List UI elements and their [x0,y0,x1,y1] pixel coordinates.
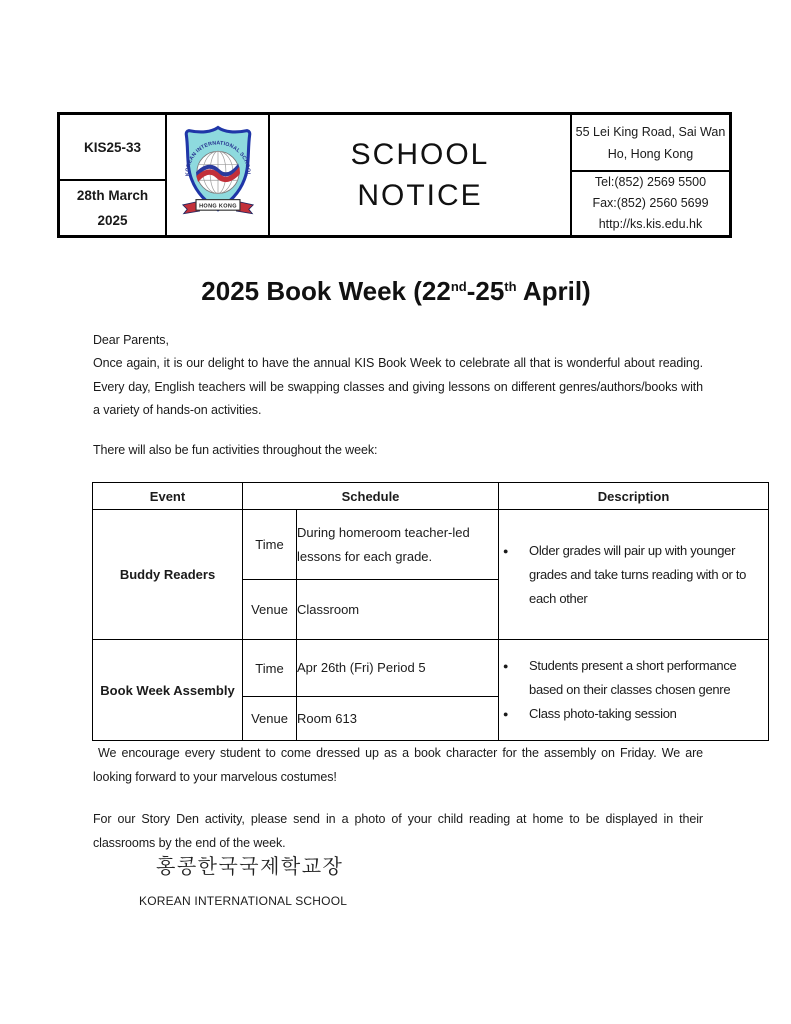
school-notice-heading-line2: NOTICE [357,179,483,212]
page-title [93,276,699,307]
page-title-part1: 2025 Book Week (22 [201,276,451,306]
event-name-book-week-assembly: Book Week Assembly [93,640,243,741]
school-address-line2: Ho, Hong Kong [607,146,694,161]
crest-arc-text: KOREAN INTERNATIONAL SCHOOL [184,140,251,177]
school-fax: Fax:(852) 2560 5699 [592,196,709,210]
column-header-schedule: Schedule [243,483,499,510]
time-value: During homeroom teacher-led lessons for each grade. [297,510,499,580]
notice-date [60,181,165,235]
page-title-part2: -25 [466,276,505,306]
bullet-text: Class photo-taking session [529,706,677,721]
activities-table-header-row [93,483,769,510]
activities-table [92,482,769,741]
description-bullet [499,654,768,702]
table-row-assembly-time [93,640,769,697]
event-name-buddy-readers: Buddy Readers [93,510,243,640]
letterhead-contact-column [572,115,729,235]
description-buddy-readers [499,510,769,640]
school-crest-logo [174,124,262,226]
story-den-paragraph: For our Story Den activity, please send in a photo of your child reading at home to be displayed in their classrooms by the end of the week. [93,812,703,850]
notice-date-line1: 28th March [76,188,149,203]
signature-korean: 홍콩한국국제학교장 [156,856,344,878]
page-title-superscript-th: th [504,279,517,294]
bullet-text: Students present a short performance based on their classes chosen genre [529,658,737,697]
description-bullet [499,702,768,726]
signature-english: KOREAN INTERNATIONAL SCHOOL [139,894,348,908]
venue-label: Venue [243,697,297,741]
bullet-icon: ● [503,709,509,719]
page-title-part3: April) [516,276,591,306]
letterhead-table [57,112,732,238]
time-value: Apr 26th (Fri) Period 5 [297,640,499,697]
bullet-icon: ● [503,545,509,556]
crest-banner [182,200,252,214]
notice-ref-code: KIS25-33 [60,115,165,181]
bullet-icon: ● [503,661,509,671]
school-notice-heading-line1: SCHOOL [350,138,490,171]
school-tel: Tel:(852) 2569 5500 [594,175,707,189]
letterhead-ref-column [60,115,167,235]
column-header-event: Event [93,483,243,510]
school-website: http://ks.kis.edu.hk [598,217,703,231]
bullet-text: Older grades will pair up with younger grades and take turns reading with or to each other [529,542,747,606]
letterhead-logo-cell [167,115,270,235]
notice-date-line2: 2025 [97,213,128,228]
time-label: Time [243,640,297,697]
crest-banner-text: HONG KONG [198,203,237,210]
intro-paragraph: Once again, it is our delight to have the annual KIS Book Week to celebrate all that is wonderful about reading. Every day, English teachers will be swapping classes and giving lessons on different genres/authors/books with a variety of hands-on activities. [93,356,703,417]
school-address [572,115,729,172]
school-notice-heading [270,115,572,235]
column-header-description: Description [499,483,769,510]
description-book-week-assembly [499,640,769,741]
activities-lead-line: There will also be fun activities throughout the week: [93,443,378,457]
description-bullet [499,539,768,611]
greeting: Dear Parents, [93,333,169,347]
page-title-superscript-nd: nd [450,279,467,294]
venue-value: Classroom [297,580,499,640]
school-address-line1: 55 Lei King Road, Sai Wan [575,124,726,139]
table-row-buddy-readers-time [93,510,769,580]
venue-value: Room 613 [297,697,499,741]
costume-note-paragraph: We encourage every student to come dressed up as a book character for the assembly on Friday. We are looking forward to your marvelous costumes! [93,746,703,784]
venue-label: Venue [243,580,297,640]
school-contacts [572,172,729,235]
time-label: Time [243,510,297,580]
